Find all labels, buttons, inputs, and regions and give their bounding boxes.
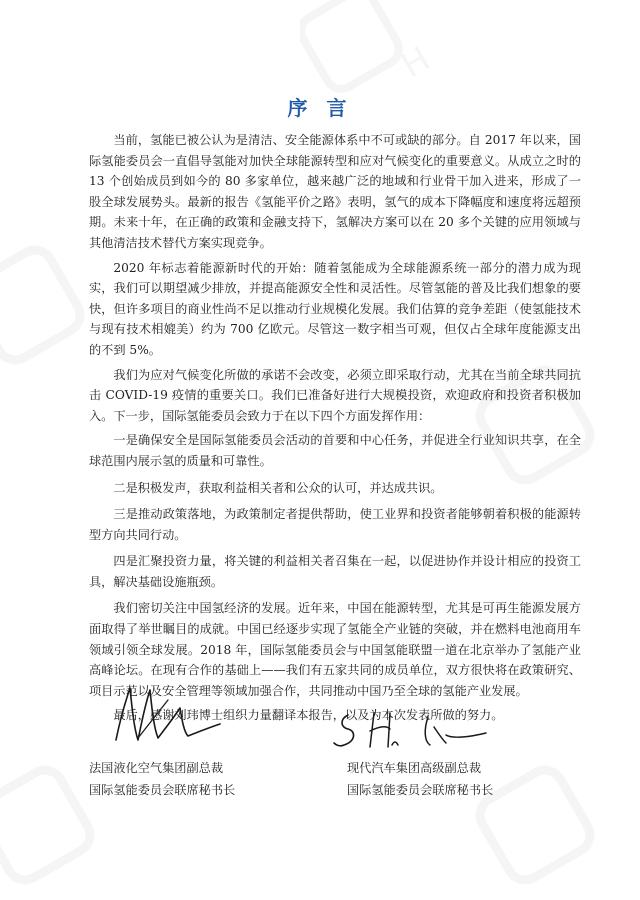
list-item: 二是积极发声，获取利益相关者和公众的认可，并达成共识。 [113, 480, 443, 495]
signatory-title: 法国液化空气集团副总裁 [89, 761, 224, 775]
signatory-role: 国际氢能委员会联席秘书长 [89, 783, 236, 797]
watermark-logo [470, 760, 640, 900]
list-item: 四是汇聚投资力量，将关键的利益相关者召集在一起，以促进协作并设计相应的投资工具，解决基础设施瓶颈。 [89, 554, 581, 589]
paragraph: 当前，氢能已被公认为是清洁、安全能源体系中不可或缺的部分。自 2017 年以来，国际氢能委员会一直倡导氢能对加快全球能源转型和应对气候变化的重要意义。从成立之时的 13 个创始成员到如今的 80 多家单位，越来越广泛的地域和行业骨干加入进来，形成了一股全球发展势头。最新的报告《氢能平价之路》表明，氢气的成本下降幅度和速度将远超预期。未来十年，在正确的政策和金融支持下，氢解决方案可以在 20 多个关键的应用领域与其他清洁技术替代方案实现竞争。 [89, 133, 581, 250]
page-title: 序 言 [287, 96, 353, 120]
paragraph: 我们为应对气候变化所做的承诺不会改变，必须立即采取行动，尤其在当前全球共同抗击 COVID-19 疫情的重要关口。我们已准备好进行大规模投资，欢迎政府和投资者积极加入。下一步，国际氢能委员会致力于在以下四个方面发挥作用： [89, 367, 581, 423]
signatory-left [89, 757, 235, 801]
paragraph: 我们密切关注中国氢经济的发展。近年来，中国在能源转型，尤其是可再生能源发展方面取得了举世瞩目的成就。中国已经逐步实现了氢能全产业链的突破，并在燃料电池商用车领域引领全球发展。2018 年，国际氢能委员会与中国氢能联盟一道在北京举办了氢能产业高峰论坛。在现有合作的基础上——我们有五家共同的成员单位，双方很快将在政策研究、项目示范以及安全管理等领域加强合作，共同推动中国乃至全球的氢能产业发展。 [89, 601, 581, 698]
paragraph: 最后，感谢刘玮博士组织力量翻译本报告，以及为本次发表所做的努力。 [113, 708, 504, 723]
signatory-right [347, 757, 493, 801]
list-item: 三是推动政策落地，为政策制定者提供帮助，使工业界和投资者能够朝着积极的能源转型方向共同行动。 [89, 507, 581, 542]
preface-body [89, 130, 581, 730]
signature-right [330, 705, 490, 759]
paragraph: 2020 年标志着能源新时代的开始：随着氢能成为全球能源系统一部分的潜力成为现实，我们可以期望减少排放，并提高能源安全性和灵活性。尽管氢能的普及比我们想象的要快，但许多项目的商业性尚不足以推动行业规模化发展。我们估算的竞争差距（使氢能技术与现有技术相媲美）约为 700 亿欧元。尽管这一数字相当可观，但仅占全球年度能源支出的不到 5%。 [89, 260, 581, 357]
signatory-title: 现代汽车集团高级副总裁 [347, 761, 482, 775]
signature-left [108, 680, 228, 754]
svg-text:H: H [394, 39, 438, 87]
list-item: 一是确保安全是国际氢能委员会活动的首要和中心任务，并促进全行业知识共享，在全球范围内展示氢的质量和可靠性。 [89, 433, 581, 468]
signatory-role: 国际氢能委员会联席秘书长 [347, 783, 494, 797]
